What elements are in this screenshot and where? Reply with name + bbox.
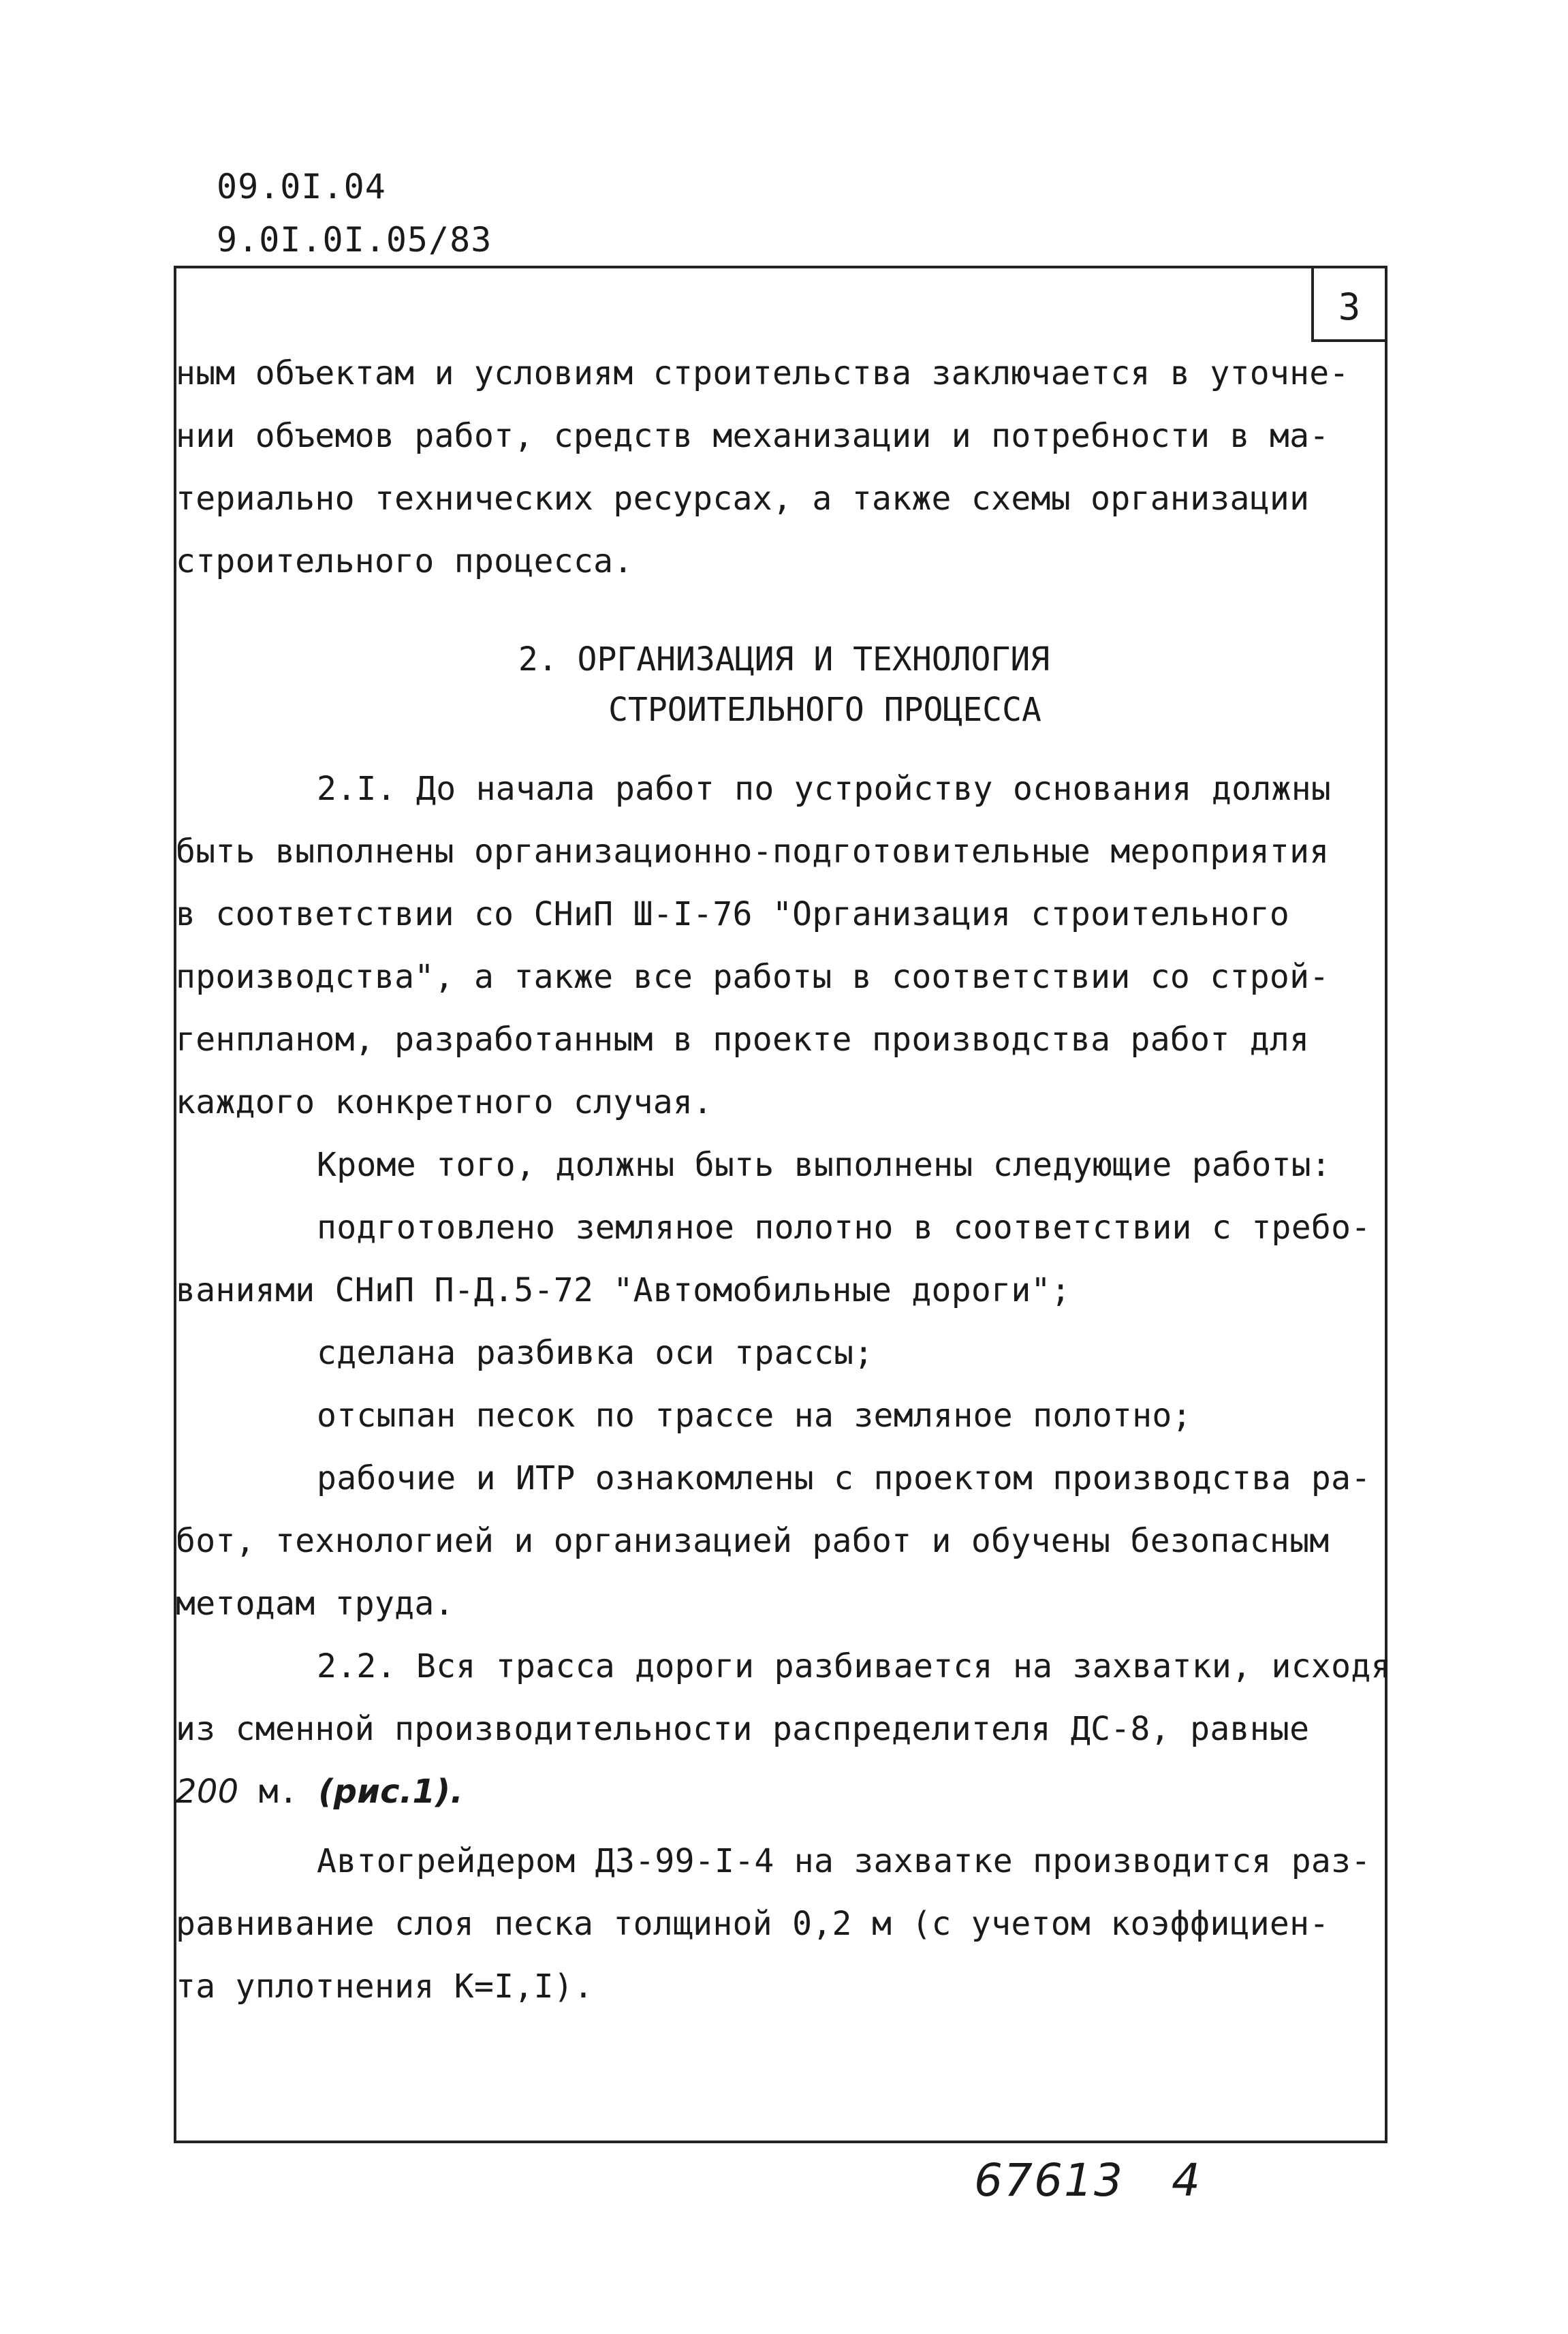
paragraph-2-line-2: быть выполнены организационно-подготовительные мероприятия (176, 833, 1330, 871)
paragraph-1-line-3: териально технических ресурсах, а также схемы организации (176, 480, 1310, 518)
sheet-number: 4 (1171, 2154, 1202, 2207)
section-title-line-1: 2. ОРГАНИЗАЦИЯ И ТЕХНОЛОГИЯ (518, 640, 1050, 679)
paragraph-7-line-2: бот, технологией и организацией работ и обучены безопасным (176, 1522, 1330, 1560)
paragraph-2-line-4: производства", а также все работы в соответствии со строй- (176, 958, 1330, 996)
section-title-line-2: СТРОИТЕЛЬНОГО ПРОЦЕССА (608, 691, 1041, 729)
inventory-number: 67613 (974, 2154, 1124, 2207)
capture-length-value: 200 (176, 1773, 239, 1811)
paragraph-4-line-1: подготовлено земляное полотно в соответствии с требо- (317, 1209, 1371, 1247)
paragraph-1-line-2: нии объемов работ, средств механизации и потребности в ма- (176, 417, 1330, 455)
document-code-2: 9.0I.0I.05/83 (217, 220, 492, 260)
paragraph-2-line-1: 2.I. До начала работ по устройству основания должны (317, 770, 1332, 808)
paragraph-2-line-5: генпланом, разработанным в проекте производства работ для (176, 1021, 1310, 1059)
footer-inventory (974, 2154, 1202, 2207)
capture-length-unit: м. (258, 1773, 299, 1811)
paragraph-4-line-2: ваниями СНиП П-Д.5-72 "Автомобильные дороги"; (176, 1271, 1071, 1309)
paragraph-6-line-1: отсыпан песок по трассе на земляное полотно; (317, 1397, 1192, 1435)
paragraph-1-line-1: ным объектам и условиям строительства заключается в уточне- (176, 354, 1349, 392)
paragraph-1-line-4: строительного процесса. (176, 542, 633, 580)
paragraph-2-line-3: в соответствии со СНиП Ш-I-76 "Организация строительного (176, 895, 1290, 933)
paragraph-7-line-1: рабочие и ИТР ознакомлены с проектом производства ра- (317, 1459, 1371, 1497)
figure-reference: (рис.1). (318, 1773, 463, 1811)
paragraph-2-line-6: каждого конкретного случая. (176, 1083, 713, 1121)
page-number: 3 (1338, 285, 1361, 328)
paragraph-7-line-3: методам труда. (176, 1585, 454, 1623)
paragraph-8-line-2: из сменной производительности распределителя ДС-8, равные (176, 1710, 1310, 1748)
page-number-box (1311, 266, 1387, 342)
document-codes (217, 160, 492, 266)
document-code-1: 09.0I.04 (217, 167, 386, 206)
paragraph-5-line-1: сделана разбивка оси трассы; (317, 1334, 874, 1372)
paragraph-8-line-3 (176, 1773, 463, 1811)
paragraph-9-line-2: равнивание слоя песка толщиной 0,2 м (с учетом коэффициен- (176, 1905, 1330, 1943)
paragraph-9-line-1: Автогрейдером ДЗ-99-I-4 на захватке производится раз- (317, 1842, 1371, 1880)
paragraph-9-line-3: та уплотнения К=I,I). (176, 1967, 594, 2006)
paragraph-3-line-1: Кроме того, должны быть выполнены следующие работы: (317, 1146, 1332, 1184)
paragraph-8-line-1: 2.2. Вся трасса дороги разбивается на захватки, исходя (317, 1647, 1391, 1685)
